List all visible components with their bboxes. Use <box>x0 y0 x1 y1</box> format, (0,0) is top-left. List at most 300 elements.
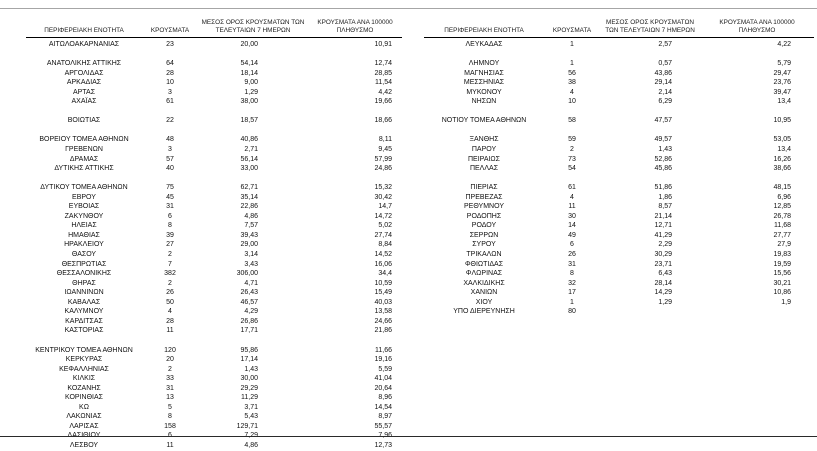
table-body-right <box>424 38 814 317</box>
per100k-cell: 11,54 <box>375 79 392 87</box>
avg-cell: 20,00 <box>240 41 258 48</box>
table-row <box>26 40 402 50</box>
region-name-cell: ΛΑΡΙΣΑΣ <box>69 422 99 430</box>
region-name-cell: ΠΕΛΛΑΣ <box>469 165 499 173</box>
table-row <box>26 231 402 241</box>
region-name-cell: ΣΕΡΡΩΝ <box>469 231 499 239</box>
cases-cell: 158 <box>164 422 176 430</box>
region-name-cell: ΠΙΕΡΙΑΣ <box>470 184 498 192</box>
per100k-cell: 19,59 <box>773 260 791 268</box>
cases-cell: 56 <box>568 69 576 77</box>
table-row <box>424 307 814 317</box>
region-name-cell: ΚΟΡΙΝΘΙΑΣ <box>65 394 103 402</box>
avg-cell: 1,86 <box>658 193 672 201</box>
cases-cell: 4 <box>168 308 172 316</box>
cases-cell: 45 <box>166 193 174 201</box>
cases-cell: 31 <box>166 203 174 211</box>
cases-cell: 49 <box>568 231 576 239</box>
cases-cell: 32 <box>568 279 576 287</box>
cases-cell: 33 <box>166 375 174 383</box>
table-row <box>26 164 402 174</box>
avg-cell: 46,57 <box>240 298 258 306</box>
table-row <box>26 145 402 155</box>
region-name-cell: ΚΩ <box>79 403 89 411</box>
cases-cell: 6 <box>570 241 574 249</box>
avg-cell: 3,14 <box>244 251 258 259</box>
avg-cell: 29,00 <box>240 241 258 249</box>
avg-cell: 29,29 <box>240 384 258 392</box>
per100k-cell: 27,77 <box>773 231 791 239</box>
region-name-cell: ΚΙΛΚΙΣ <box>72 375 96 383</box>
per100k-cell: 8,84 <box>378 241 392 249</box>
region-name-cell: ΚΑΒΑΛΑΣ <box>67 298 101 306</box>
avg-cell: 3,71 <box>244 403 258 411</box>
avg-cell: 306,00 <box>236 270 258 278</box>
avg-cell: 26,86 <box>240 317 258 325</box>
avg-cell: 11,29 <box>241 394 258 402</box>
avg-cell: 2,29 <box>658 241 672 249</box>
cases-cell: 38 <box>568 79 576 87</box>
per100k-cell: 55,57 <box>374 422 392 430</box>
table-row <box>424 88 814 98</box>
per100k-cell: 15,32 <box>374 184 392 192</box>
region-name-cell: ΞΑΝΘΗΣ <box>469 136 499 144</box>
region-name-cell: ΡΟΔΟΥ <box>471 222 497 230</box>
cases-cell: 58 <box>568 117 576 125</box>
region-name-cell: ΝΗΣΩΝ <box>471 98 497 106</box>
cases-cell: 23 <box>166 41 174 48</box>
table-row <box>424 40 814 50</box>
per100k-cell: 57,99 <box>374 155 392 163</box>
table-row <box>424 221 814 231</box>
avg-cell: 0,57 <box>658 60 672 68</box>
region-name-cell: ΤΡΙΚΑΛΩΝ <box>466 251 502 259</box>
per100k-cell: 14,72 <box>374 212 392 220</box>
table-row <box>26 212 402 222</box>
table-body-left <box>26 38 402 451</box>
cases-cell: 59 <box>568 136 576 144</box>
per100k-cell: 5,02 <box>378 222 392 230</box>
spacer-row <box>26 126 402 136</box>
table-row <box>26 221 402 231</box>
table-row <box>424 279 814 289</box>
cases-cell: 2 <box>168 251 172 259</box>
table-row <box>26 97 402 107</box>
table-row <box>26 288 402 298</box>
region-name-cell: ΚΑΡΔΙΤΣΑΣ <box>65 317 103 325</box>
region-name-cell: ΜΑΓΝΗΣΙΑΣ <box>464 69 504 77</box>
region-name-cell: ΗΛΕΙΑΣ <box>71 222 97 230</box>
spacer-row <box>26 107 402 117</box>
region-name-cell: ΚΕΦΑΛΛΗΝΙΑΣ <box>59 365 109 373</box>
table-row <box>424 269 814 279</box>
header-cases: ΚΡΟΥΣΜΑΤΑ <box>552 27 592 34</box>
region-name-cell: ΓΡΕΒΕΝΩΝ <box>65 146 103 154</box>
per100k-cell: 21,86 <box>374 327 392 335</box>
avg-cell: 4,86 <box>244 212 258 220</box>
per100k-cell: 30,21 <box>773 279 791 287</box>
per100k-cell: 30,42 <box>374 193 392 201</box>
avg-cell: 52,86 <box>654 155 672 163</box>
table-row <box>26 78 402 88</box>
per100k-cell: 12,85 <box>773 203 791 211</box>
per100k-cell: 11,68 <box>774 222 791 230</box>
cases-cell: 80 <box>568 308 576 316</box>
cases-cell: 27 <box>166 241 174 249</box>
header-avg7: ΜΕΣΟΣ ΟΡΟΣ ΚΡΟΥΣΜΑΤΩΝ ΤΩΝ ΤΕΛΕΥΤΑΙΩΝ 7 ΗΜΕΡΩΝ <box>605 19 695 34</box>
header-per100k: ΚΡΟΥΣΜΑΤΑ ΑΝΑ 100000 ΠΛΗΘΥΣΜΟ <box>317 19 393 34</box>
table-row <box>424 240 814 250</box>
header-avg7: ΜΕΣΟΣ ΟΡΟΣ ΚΡΟΥΣΜΑΤΩΝ ΤΩΝ ΤΕΛΕΥΤΑΙΩΝ 7 ΗΜΕΡΩΝ <box>201 19 305 34</box>
avg-cell: 6,43 <box>658 270 672 278</box>
cases-cell: 8 <box>570 270 574 278</box>
region-name-cell: ΗΡΑΚΛΕΙΟΥ <box>64 241 104 249</box>
per100k-cell: 27,74 <box>374 231 392 239</box>
region-name-cell: ΛΕΣΒΟΥ <box>69 441 99 449</box>
table-row <box>26 374 402 384</box>
per100k-cell: 29,47 <box>773 69 791 77</box>
cases-cell: 39 <box>166 231 174 239</box>
per100k-cell: 7,96 <box>378 432 392 440</box>
avg-cell: 23,71 <box>654 260 672 268</box>
table-row <box>26 298 402 308</box>
region-name-cell: ΦΘΙΩΤΙΔΑΣ <box>464 260 504 268</box>
per100k-cell: 28,85 <box>374 69 392 77</box>
per100k-cell: 24,66 <box>374 317 392 325</box>
top-divider <box>0 8 817 9</box>
cases-cell: 1 <box>570 60 574 68</box>
cases-cell: 50 <box>166 298 174 306</box>
region-name-cell: ΘΕΣΠΡΩΤΙΑΣ <box>61 260 107 268</box>
region-name-cell: ΒΟΙΩΤΙΑΣ <box>67 117 101 125</box>
table-row <box>26 260 402 270</box>
per100k-cell: 39,47 <box>773 88 791 96</box>
table-row <box>424 164 814 174</box>
avg-cell: 6,29 <box>658 98 672 106</box>
spacer-row <box>424 126 814 136</box>
avg-cell: 17,71 <box>240 327 258 335</box>
table-row <box>424 193 814 203</box>
table-row <box>424 78 814 88</box>
region-name-cell: ΧΙΟΥ <box>475 298 493 306</box>
table-row <box>26 441 402 451</box>
table-row <box>26 317 402 327</box>
avg-cell: 51,86 <box>654 184 672 192</box>
cases-cell: 11 <box>166 327 174 335</box>
avg-cell: 4,29 <box>244 308 258 316</box>
cases-cell: 4 <box>570 193 574 201</box>
per100k-cell: 1,9 <box>781 298 791 306</box>
table-row <box>26 393 402 403</box>
region-name-cell: ΑΙΤΩΛΟΑΚΑΡΝΑΝΙΑΣ <box>48 41 120 48</box>
table-row <box>26 279 402 289</box>
per100k-cell: 14,54 <box>374 403 392 411</box>
cases-cell: 1 <box>570 41 574 48</box>
avg-cell: 33,00 <box>240 165 258 173</box>
avg-cell: 62,71 <box>240 184 258 192</box>
per100k-cell: 13,4 <box>777 146 791 154</box>
cases-cell: 26 <box>166 289 174 297</box>
avg-cell: 22,86 <box>240 203 258 211</box>
table-header-right <box>424 12 814 38</box>
per100k-cell: 41,04 <box>374 375 392 383</box>
table-row <box>26 116 402 126</box>
avg-cell: 2,71 <box>244 146 258 154</box>
region-name-cell: ΧΑΝΙΩΝ <box>470 289 498 297</box>
region-name-cell: ΛΑΚΩΝΙΑΣ <box>66 413 102 421</box>
cases-cell: 54 <box>568 165 576 173</box>
avg-cell: 29,14 <box>654 79 672 87</box>
table-row <box>26 59 402 69</box>
cases-cell: 8 <box>168 222 172 230</box>
table-row <box>26 88 402 98</box>
cases-cell: 10 <box>166 79 174 87</box>
cases-cell: 382 <box>164 270 176 278</box>
per100k-cell: 13,58 <box>374 308 392 316</box>
header-region: ΠΕΡΙΦΕΡΕΙΑΚΗ ΕΝΟΤΗΤΑ <box>444 27 524 34</box>
table-row <box>26 365 402 375</box>
region-name-cell: ΕΒΡΟΥ <box>72 193 96 201</box>
avg-cell: 9,00 <box>244 79 258 87</box>
region-name-cell: ΑΡΓΟΛΙΔΑΣ <box>64 69 104 77</box>
cases-cell: 20 <box>166 356 174 364</box>
table-row <box>424 298 814 308</box>
per100k-cell: 10,95 <box>773 117 791 125</box>
avg-cell: 47,57 <box>654 117 672 125</box>
per100k-cell: 11,66 <box>375 346 392 354</box>
avg-cell: 28,14 <box>654 279 672 287</box>
cases-cell: 2 <box>570 146 574 154</box>
cases-cell: 61 <box>166 98 174 106</box>
per100k-cell: 4,42 <box>378 88 392 96</box>
table-row <box>424 116 814 126</box>
per100k-cell: 19,83 <box>773 251 791 259</box>
per100k-cell: 27,9 <box>777 241 791 249</box>
per100k-cell: 8,11 <box>378 136 392 144</box>
cases-cell: 3 <box>168 146 172 154</box>
per100k-cell: 5,59 <box>378 365 392 373</box>
region-name-cell: ΥΠΟ ΔΙΕΡΕΥΝΗΣΗ <box>453 308 515 316</box>
region-name-cell: ΠΑΡΟΥ <box>471 146 497 154</box>
table-row <box>26 403 402 413</box>
avg-cell: 2,14 <box>658 88 672 96</box>
cases-cell: 6 <box>168 432 172 440</box>
cases-cell: 61 <box>568 184 576 192</box>
cases-cell: 2 <box>168 279 172 287</box>
cases-cell: 8 <box>168 413 172 421</box>
avg-cell: 12,71 <box>654 222 672 230</box>
table-header-left <box>26 12 402 38</box>
avg-cell: 1,43 <box>244 365 258 373</box>
region-name-cell: ΚΑΛΥΜΝΟΥ <box>64 308 104 316</box>
per100k-cell: 15,49 <box>374 289 392 297</box>
per100k-cell: 13,4 <box>777 98 791 106</box>
cases-cell: 22 <box>166 117 174 125</box>
cases-cell: 48 <box>166 136 174 144</box>
bottom-divider <box>0 436 817 437</box>
cases-cell: 40 <box>166 165 174 173</box>
cases-cell: 120 <box>164 346 176 354</box>
avg-cell: 56,14 <box>240 155 258 163</box>
avg-cell: 18,14 <box>240 69 258 77</box>
table-row <box>26 269 402 279</box>
table-row <box>26 346 402 356</box>
cases-cell: 31 <box>568 260 576 268</box>
avg-cell: 54,14 <box>240 60 258 68</box>
region-name-cell: ΡΕΘΥΜΝΟΥ <box>463 203 504 211</box>
avg-cell: 129,71 <box>236 422 258 430</box>
cases-cell: 4 <box>570 88 574 96</box>
avg-cell: 45,86 <box>654 165 672 173</box>
table-row <box>26 240 402 250</box>
avg-cell: 30,00 <box>240 375 258 383</box>
cases-cell: 64 <box>166 60 174 68</box>
avg-cell: 1,29 <box>244 88 258 96</box>
cases-cell: 75 <box>166 184 174 192</box>
per100k-cell: 14,52 <box>374 251 392 259</box>
per100k-cell: 14,7 <box>378 203 392 211</box>
region-name-cell: ΖΑΚΥΝΘΟΥ <box>64 212 104 220</box>
per100k-cell: 19,66 <box>374 98 392 106</box>
cases-cell: 3 <box>168 88 172 96</box>
region-name-cell: ΦΛΩΡΙΝΑΣ <box>465 270 503 278</box>
cases-cell: 6 <box>168 212 172 220</box>
table-row <box>424 145 814 155</box>
avg-cell: 39,43 <box>240 231 258 239</box>
table-row <box>26 202 402 212</box>
region-name-cell: ΚΕΡΚΥΡΑΣ <box>65 356 103 364</box>
cases-cell: 5 <box>168 403 172 411</box>
per100k-cell: 26,78 <box>773 212 791 220</box>
per100k-cell: 6,96 <box>777 193 791 201</box>
per100k-cell: 9,45 <box>378 146 392 154</box>
avg-cell: 40,86 <box>240 136 258 144</box>
table-row <box>424 183 814 193</box>
per100k-cell: 20,64 <box>374 384 392 392</box>
header-per100k: ΚΡΟΥΣΜΑΤΑ ΑΝΑ 100000 ΠΛΗΘΥΣΜΟ <box>719 19 795 34</box>
region-name-cell: ΙΩΑΝΝΙΝΩΝ <box>64 289 104 297</box>
per100k-cell: 8,96 <box>378 394 392 402</box>
cases-cell: 28 <box>166 69 174 77</box>
avg-cell: 8,57 <box>658 203 672 211</box>
avg-cell: 43,86 <box>654 69 672 77</box>
regional-table-right <box>424 12 814 317</box>
per100k-cell: 34,4 <box>378 270 392 278</box>
per100k-cell: 16,06 <box>374 260 392 268</box>
cases-cell: 31 <box>166 384 174 392</box>
cases-cell: 57 <box>166 155 174 163</box>
table-row <box>26 422 402 432</box>
per100k-cell: 10,91 <box>374 41 392 48</box>
region-name-cell: ΠΡΕΒΕΖΑΣ <box>465 193 503 201</box>
table-row <box>26 355 402 365</box>
avg-cell: 35,14 <box>240 193 258 201</box>
spacer-row <box>26 336 402 346</box>
avg-cell: 49,57 <box>654 136 672 144</box>
per100k-cell: 12,74 <box>374 60 392 68</box>
table-row <box>424 260 814 270</box>
table-row <box>424 250 814 260</box>
table-row <box>424 155 814 165</box>
table-row <box>26 250 402 260</box>
region-name-cell: ΛΗΜΝΟΥ <box>468 60 500 68</box>
cases-cell: 1 <box>570 298 574 306</box>
spacer-row <box>26 174 402 184</box>
table-row <box>26 326 402 336</box>
region-name-cell: ΚΟΖΑΝΗΣ <box>67 384 101 392</box>
region-name-cell: ΕΥΒΟΙΑΣ <box>68 203 100 211</box>
region-name-cell: ΧΑΛΚΙΔΙΚΗΣ <box>463 279 505 287</box>
spacer-row <box>26 50 402 60</box>
cases-cell: 7 <box>168 260 172 268</box>
per100k-cell: 10,59 <box>374 279 392 287</box>
per100k-cell: 10,86 <box>773 289 791 297</box>
region-name-cell: ΑΧΑΪΑΣ <box>71 98 97 106</box>
avg-cell: 18,57 <box>240 117 258 125</box>
cases-cell: 10 <box>568 98 576 106</box>
per100k-cell: 4,22 <box>777 41 791 48</box>
region-name-cell: ΔΥΤΙΚΟΥ ΤΟΜΕΑ ΑΘΗΝΩΝ <box>40 184 128 192</box>
per100k-cell: 24,86 <box>374 165 392 173</box>
avg-cell: 17,14 <box>240 356 258 364</box>
region-name-cell: ΛΑΣΙΘΙΟΥ <box>67 432 101 440</box>
table-row <box>26 69 402 79</box>
region-name-cell: ΣΥΡΟΥ <box>472 241 496 249</box>
table-row <box>26 155 402 165</box>
region-name-cell: ΒΟΡΕΙΟΥ ΤΟΜΕΑ ΑΘΗΝΩΝ <box>39 136 129 144</box>
avg-cell: 5,43 <box>244 413 258 421</box>
table-row <box>424 135 814 145</box>
table-row <box>26 183 402 193</box>
table-row <box>424 69 814 79</box>
spacer-row <box>424 50 814 60</box>
region-name-cell: ΠΕΙΡΑΙΩΣ <box>468 155 500 163</box>
per100k-cell: 48,15 <box>773 184 791 192</box>
cases-cell: 17 <box>568 289 576 297</box>
spacer-row <box>424 174 814 184</box>
region-name-cell: ΚΑΣΤΟΡΙΑΣ <box>64 327 104 335</box>
avg-cell: 4,86 <box>244 441 258 449</box>
per100k-cell: 18,66 <box>374 117 392 125</box>
cases-cell: 13 <box>166 394 174 402</box>
region-name-cell: ΜΕΣΣΗΝΙΑΣ <box>463 79 505 87</box>
region-name-cell: ΑΡΤΑΣ <box>72 88 96 96</box>
regional-table-left <box>26 12 402 451</box>
table-row <box>424 231 814 241</box>
table-row <box>424 202 814 212</box>
avg-cell: 1,43 <box>658 146 672 154</box>
table-row <box>26 135 402 145</box>
per100k-cell: 40,03 <box>374 298 392 306</box>
cases-cell: 14 <box>568 222 576 230</box>
region-name-cell: ΘΑΣΟΥ <box>71 251 97 259</box>
cases-cell: 2 <box>168 365 172 373</box>
region-name-cell: ΘΗΡΑΣ <box>72 279 96 287</box>
region-name-cell: ΚΕΝΤΡΙΚΟΥ ΤΟΜΕΑ ΑΘΗΝΩΝ <box>35 346 133 354</box>
region-name-cell: ΜΥΚΟΝΟΥ <box>466 88 502 96</box>
table-row <box>424 59 814 69</box>
per100k-cell: 23,76 <box>773 79 791 87</box>
table-row <box>424 288 814 298</box>
cases-cell: 11 <box>568 203 576 211</box>
table-row <box>424 97 814 107</box>
per100k-cell: 12,73 <box>374 441 392 449</box>
cases-cell: 11 <box>166 441 174 449</box>
per100k-cell: 16,26 <box>773 155 791 163</box>
avg-cell: 2,57 <box>658 41 672 48</box>
table-row <box>26 412 402 422</box>
avg-cell: 21,14 <box>654 212 672 220</box>
